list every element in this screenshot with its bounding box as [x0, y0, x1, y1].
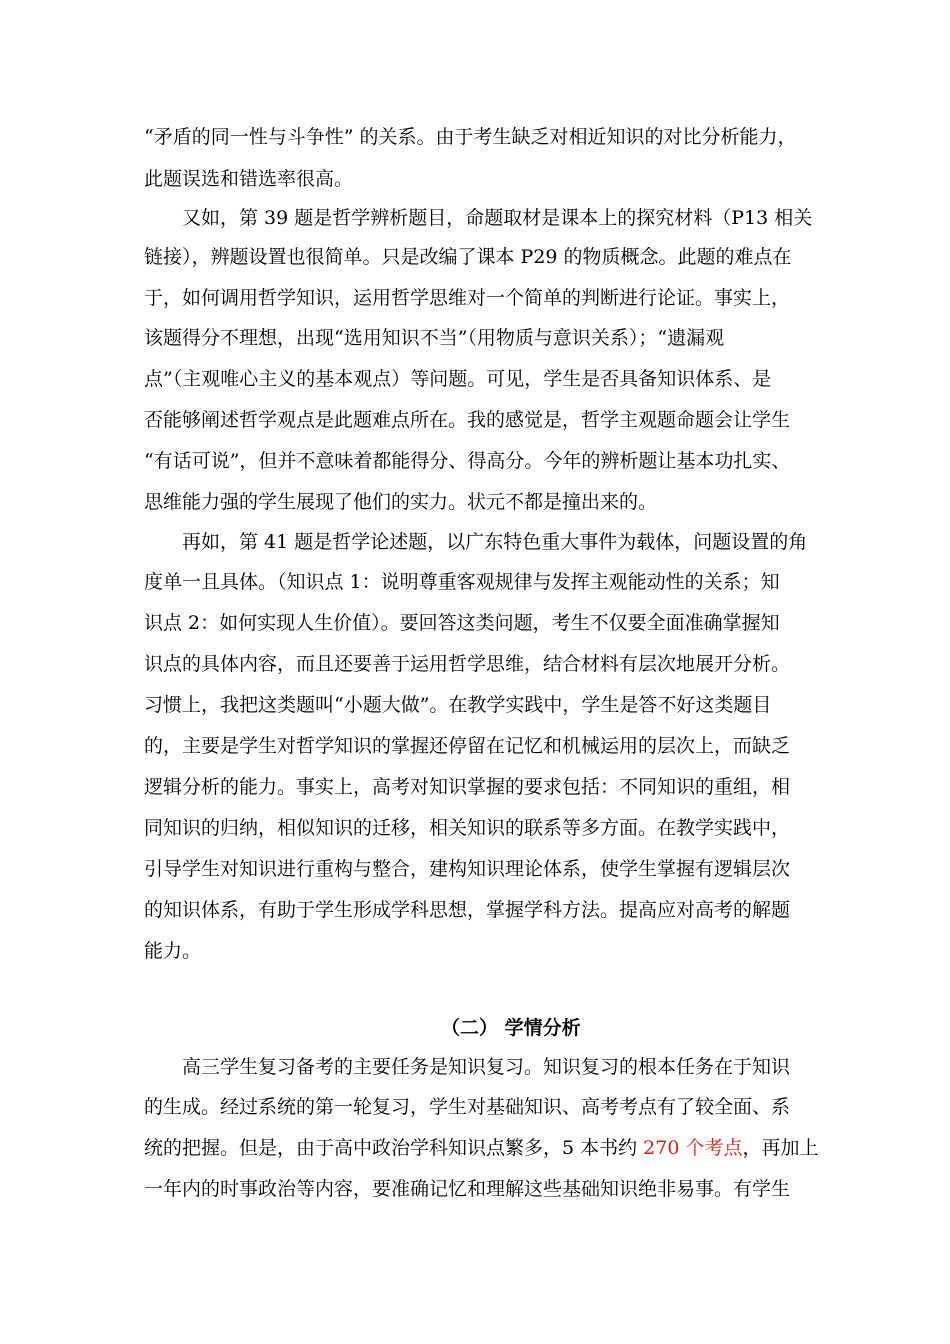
paragraph-line — [144, 1135, 819, 1161]
paragraph-line: 逻辑分析的能力。事实上，高考对知识掌握的要求包括：不同知识的重组，相 — [144, 776, 791, 798]
paragraph-line: “矛盾的同一性与斗争性” 的关系。由于考生缺乏对相近知识的对比分析能力， — [144, 126, 797, 148]
paragraph-line: 的生成。经过系统的第一轮复习，学生对基础知识、高考考点有了较全面、系 — [144, 1096, 791, 1118]
paragraph-line: 此题误选和错选率很高。 — [144, 168, 354, 190]
paragraph-line: 识点 2：如何实现人生价值）。要回答这类问题，考生不仅要全面准确掌握知 — [144, 612, 780, 634]
paragraph-line: 思维能力强的学生展现了他们的实力。状元不都是撞出来的。 — [144, 491, 658, 513]
paragraph-line: 点”（主观唯心主义的基本观点）等问题。可见，学生是否具备知识体系、是 — [144, 368, 772, 390]
paragraph-line: 的知识体系，有助于学生形成学科思想，掌握学科方法。提高应对高考的解题 — [144, 899, 791, 921]
paragraph-line: 能力。 — [144, 940, 202, 962]
paragraph-line: 再如，第 41 题是哲学论述题，以广东特色重大事件为载体，问题设置的角 — [182, 531, 808, 553]
paragraph-line: 识点的具体内容，而且还要善于运用哲学思维，结合材料有层次地展开分析。 — [144, 653, 791, 675]
paragraph-line: 于，如何调用哲学知识，运用哲学思维对一个简单的判断进行论证。事实上， — [144, 287, 791, 309]
paragraph-line: 引导学生对知识进行重构与整合，建构知识理论体系，使学生掌握有逻辑层次 — [144, 858, 791, 880]
paragraph-line: 一年内的时事政治等内容，要准确记忆和理解这些基础知识绝非易事。有学生 — [144, 1178, 791, 1200]
paragraph-line: 链接），辨题设置也很简单。只是改编了课本 P29 的物质概念。此题的难点在 — [144, 246, 792, 268]
paragraph-line: 否能够阐述哲学观点是此题难点所在。我的感觉是，哲学主观题命题会让学生 — [144, 409, 791, 431]
paragraph-line: 习惯上，我把这类题叫“小题大做”。在教学实践中，学生是答不好这类题目 — [144, 694, 772, 716]
text-segment: ，再加上 — [742, 1137, 819, 1159]
paragraph-line: 同知识的归纳，相似知识的迁移，相关知识的联系等多方面。在教学实践中， — [144, 817, 791, 839]
paragraph-line: 高三学生复习备考的主要任务是知识复习。知识复习的根本任务在于知识 — [182, 1056, 791, 1078]
section-heading: （二） 学情分析 — [441, 1017, 581, 1039]
paragraph-line: 又如，第 39 题是哲学辨析题目，命题取材是课本上的探究材料（P13 相关 — [182, 207, 813, 229]
paragraph-line: 度单一且具体。（知识点 1：说明尊重客观规律与发挥主观能动性的关系；知 — [144, 571, 780, 593]
paragraph-line: 该题得分不理想，出现“选用知识不当”（用物质与意识关系）；“遗漏观 — [144, 327, 725, 349]
highlighted-text: 270 个考点 — [643, 1137, 743, 1159]
paragraph-line: “有话可说”，但并不意味着都能得分、得高分。今年的辨析题让基本功扎实、 — [144, 450, 791, 472]
paragraph-line: 的，主要是学生对哲学知识的掌握还停留在记忆和机械运用的层次上，而缺乏 — [144, 735, 791, 757]
text-segment: 统的把握。但是，由于高中政治学科知识点繁多，5 本书约 — [144, 1137, 644, 1159]
